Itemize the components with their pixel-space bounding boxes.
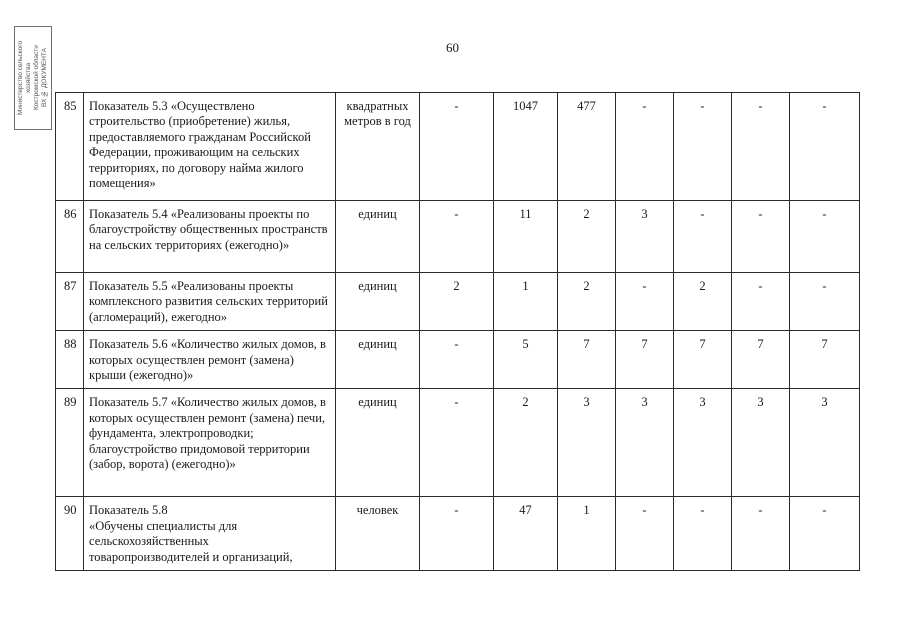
value-cell: 2 <box>420 273 494 331</box>
indicator-name: Показатель 5.4 «Реализованы проекты по благоустройству общественных пространств на сельских территориях (ежегодно)» <box>84 201 336 273</box>
indicator-name: Показатель 5.8 «Обучены специалисты для сельскохозяйственных товаропроизводителей и организаций, <box>84 497 336 571</box>
value-cell: 3 <box>674 389 732 497</box>
value-cell: 47 <box>494 497 558 571</box>
value-cell: 3 <box>790 389 860 497</box>
value-cell: 477 <box>558 93 616 201</box>
value-cell: - <box>674 93 732 201</box>
value-cell: 3 <box>616 201 674 273</box>
value-cell: 2 <box>558 201 616 273</box>
value-cell: 3 <box>616 389 674 497</box>
table-row <box>56 201 860 273</box>
value-cell: - <box>732 93 790 201</box>
value-cell: - <box>616 93 674 201</box>
indicator-name: Показатель 5.7 «Количество жилых домов, в которых осуществлен ремонт (замена) печи, фундамента, электропроводки; благоустройство придомовой территории (забор, ворота) (ежегодно)» <box>84 389 336 497</box>
value-cell: 7 <box>732 331 790 389</box>
value-cell: 1 <box>494 273 558 331</box>
value-cell: 2 <box>558 273 616 331</box>
value-cell: - <box>420 389 494 497</box>
value-cell: 1 <box>558 497 616 571</box>
value-cell: 11 <box>494 201 558 273</box>
value-cell: 1047 <box>494 93 558 201</box>
unit-cell: квадратных метров в год <box>336 93 420 201</box>
page-number: 60 <box>446 40 459 55</box>
value-cell: - <box>732 201 790 273</box>
value-cell: 2 <box>494 389 558 497</box>
value-cell: - <box>420 331 494 389</box>
row-number: 90 <box>56 497 84 571</box>
value-cell: - <box>732 497 790 571</box>
value-cell: - <box>420 497 494 571</box>
unit-cell: единиц <box>336 273 420 331</box>
unit-cell: единиц <box>336 331 420 389</box>
row-number: 88 <box>56 331 84 389</box>
value-cell: - <box>616 497 674 571</box>
indicator-name: Показатель 5.5 «Реализованы проекты комплексного развития сельских территорий (агломераций), ежегодно» <box>84 273 336 331</box>
table-row <box>56 93 860 201</box>
value-cell: 7 <box>558 331 616 389</box>
value-cell: - <box>674 497 732 571</box>
value-cell: - <box>790 273 860 331</box>
table-row <box>56 389 860 497</box>
indicator-name: Показатель 5.6 «Количество жилых домов, в которых осуществлен ремонт (замена) крыши (ежегодно)» <box>84 331 336 389</box>
value-cell: 5 <box>494 331 558 389</box>
row-number: 85 <box>56 93 84 201</box>
value-cell: - <box>790 93 860 201</box>
value-cell: - <box>420 93 494 201</box>
value-cell: - <box>616 273 674 331</box>
value-cell: 3 <box>558 389 616 497</box>
row-number: 87 <box>56 273 84 331</box>
value-cell: 7 <box>674 331 732 389</box>
value-cell: - <box>732 273 790 331</box>
value-cell: - <box>674 201 732 273</box>
unit-cell: единиц <box>336 201 420 273</box>
value-cell: - <box>790 201 860 273</box>
value-cell: - <box>790 497 860 571</box>
unit-cell: человек <box>336 497 420 571</box>
stamp-text: Министерство сельского хозяйства Костромской области ВХ № ДОКУМЕНТА <box>17 40 48 116</box>
indicator-name: Показатель 5.3 «Осуществлено строительство (приобретение) жилья, предоставляемого гражданам Российской Федерации, проживающим на сельских территориях, по договору найма жилого помещения» <box>84 93 336 201</box>
value-cell: 7 <box>790 331 860 389</box>
unit-cell: единиц <box>336 389 420 497</box>
indicators-table <box>55 92 860 571</box>
value-cell: 2 <box>674 273 732 331</box>
value-cell: 3 <box>732 389 790 497</box>
value-cell: - <box>420 201 494 273</box>
table-row <box>56 497 860 571</box>
row-number: 86 <box>56 201 84 273</box>
value-cell: 7 <box>616 331 674 389</box>
table-row <box>56 273 860 331</box>
table-row <box>56 331 860 389</box>
row-number: 89 <box>56 389 84 497</box>
